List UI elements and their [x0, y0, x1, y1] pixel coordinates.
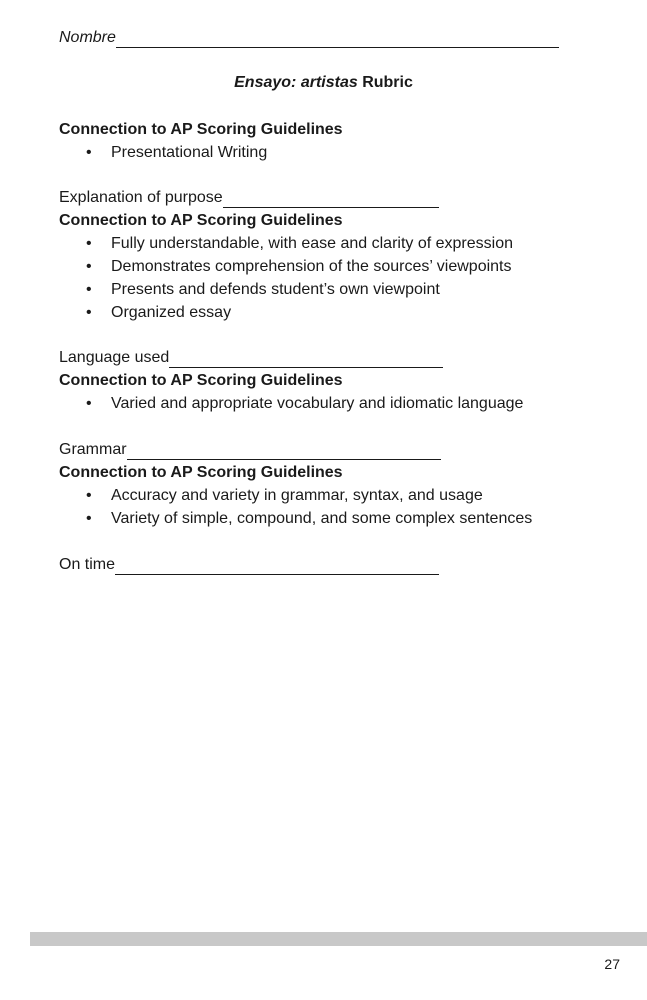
name-field-row: [59, 28, 559, 48]
list-item-text: Variety of simple, compound, and some complex sentences: [111, 510, 533, 527]
grammar-field-row: [59, 440, 441, 460]
section-heading: Connection to AP Scoring Guidelines: [59, 121, 343, 138]
list-item-text: Fully understandable, with ease and clarity of expression: [111, 235, 513, 252]
bullet-glyph: •: [86, 144, 92, 161]
purpose-label: Explanation of purpose: [59, 189, 223, 206]
list-item: [86, 303, 231, 323]
list-item-text: Organized essay: [111, 304, 232, 321]
list-item: [86, 143, 267, 163]
section-heading: Connection to AP Scoring Guidelines: [59, 464, 343, 481]
bullet-glyph: •: [86, 510, 92, 527]
list-item-text: Varied and appropriate vocabulary and idiomatic language: [111, 395, 524, 412]
name-label: Nombre: [59, 29, 116, 46]
grammar-blank-line: [127, 443, 441, 460]
title-italic: Ensayo: artistas: [234, 74, 358, 91]
ontime-blank-line: [115, 558, 439, 575]
ontime-field-row: [59, 555, 439, 575]
section-heading: Connection to AP Scoring Guidelines: [59, 372, 343, 389]
list-item: [86, 257, 512, 277]
bullet-glyph: •: [86, 235, 92, 252]
language-label: Language used: [59, 349, 170, 366]
list-item-text: Demonstrates comprehension of the sources’ viewpoints: [111, 258, 512, 275]
list-item: [86, 486, 483, 506]
language-field-row: [59, 348, 443, 368]
bullet-glyph: •: [86, 395, 92, 412]
language-blank-line: [169, 351, 443, 368]
title-plain: Rubric: [362, 74, 413, 91]
list-item: [86, 394, 523, 414]
bullet-glyph: •: [86, 304, 92, 321]
ontime-label: On time: [59, 556, 116, 573]
list-item-text: Presents and defends student’s own viewpoint: [111, 281, 440, 298]
bullet-glyph: •: [86, 487, 92, 504]
list-item: [86, 509, 532, 529]
page-number: 27: [604, 956, 620, 972]
page-title: [0, 73, 647, 93]
list-item: [86, 280, 440, 300]
purpose-field-row: [59, 188, 439, 208]
list-item-text: Accuracy and variety in grammar, syntax, and usage: [111, 487, 483, 504]
list-item-text: Presentational Writing: [111, 144, 268, 161]
bullet-glyph: •: [86, 258, 92, 275]
list-item: [86, 234, 513, 254]
name-blank-line: [116, 30, 559, 48]
bullet-glyph: •: [86, 281, 92, 298]
grammar-label: Grammar: [59, 441, 127, 458]
section-heading: Connection to AP Scoring Guidelines: [59, 212, 343, 229]
purpose-blank-line: [223, 191, 439, 208]
footer-bar: [30, 932, 647, 946]
